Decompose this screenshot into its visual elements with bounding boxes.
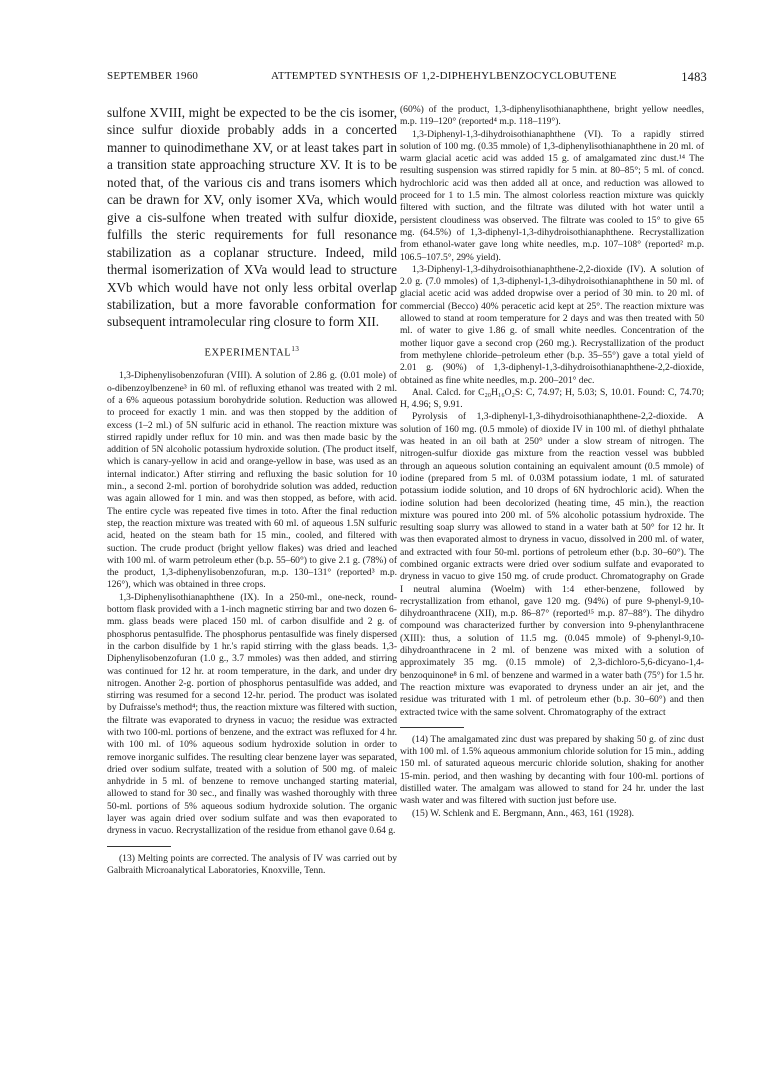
- header-title: ATTEMPTED SYNTHESIS OF 1,2-DIPHEHYLBENZOCYCLOBUTENE: [271, 70, 617, 82]
- footnote-ref: 13: [291, 344, 300, 353]
- analysis: Anal. Calcd. for C₂₀H₁₆O₂S: C, 74.97; H, 5.03; S, 10.01. Found: C, 74.70; H, 4.96; S, 9.91.: [400, 386, 704, 411]
- page-number: 1483: [681, 70, 707, 84]
- procedure-diphenylisobenzofuran: 1,3-Diphenylisobenzofuran (VIII). A solution of 2.86 g. (0.01 mole) of o-dibenzoylbenzene³ in 60 ml. of refluxing ethanol was treated with 2 ml. of a 6% aqueous potassium borohydride solution. Reduction was allowed to proceed for exactly 1 min. and was then stopped by the addition of excess (1–2 ml.) of 5N sulfuric acid in ethanol. The reaction mixture was stirred rapidly under reflux for 10 min. and was then made basic by the addition of 5N alcoholic potassium hydroxide solution. (The product itself, which is canary-yellow in acid and orange-yellow in base, was used as an internal indicator.) After stirring and refluxing the basic solution for 10 min., a second 2-ml. portion of borohydride solution was added, reduction was again allowed for 1 min. and was then stopped, as before, with acid. The entire cycle was repeated five times in toto. After the final reduction step, the reaction mixture was treated with 60 ml. of aqueous 1.5N sulfuric acid, heated on the steam bath for 15 min., cooled, and filtered with suction. The crude product (bright yellow flakes) was dried and leached with 100 ml. of warm petroleum ether (b.p. 55–60°) to give 2.1 g. (78%) of the product, 1,3-diphenylisobenzofuran, m.p. 130–131° (reported³ m.p. 126°), which was obtained in three crops.: [107, 370, 397, 591]
- footnote-divider: [400, 727, 464, 728]
- running-header: [107, 70, 707, 86]
- footnote-15: (15) W. Schlenk and E. Bergmann, Ann., 463, 161 (1928).: [412, 807, 635, 819]
- right-column: [400, 104, 704, 820]
- footnote-divider: [107, 846, 171, 847]
- procedure-dioxide: 1,3-Diphenyl-1,3-dihydroisothianaphthene-2,2-dioxide (IV). A solution of 2.0 g. (7.0 mmoles) of 1,3-diphenyl-1,3-dihydroisothianaphthene in 50 ml. of glacial acetic acid was added dropwise over a period of 30 min. to 20 ml. of commercial (Becco) 40% peracetic acid kept at 25°. The reaction mixture was allowed to stand at room temperature for 2 days and was then treated with 50 ml. of water to give 1.86 g. of small white needles. Concentration of the mother liquor gave a second crop (260 mg.). Recrystallization of the product from methylene chloride–petroleum ether (b.p. 35–55°) gave a total yield of 2.01 g. (90%) of 1,3-diphenyl-1,3-dihydroisothianaphthene-2,2-dioxide, obtained as fine white needles, m.p. 200–201° dec.: [400, 263, 704, 386]
- left-column: [107, 104, 397, 877]
- procedure-dihydroisothianaphthene: 1,3-Diphenyl-1,3-dihydroisothianaphthene (VI). To a rapidly stirred solution of 100 mg. (0.35 mmole) of 1,3-diphenylisothianaphthene in 20 ml. of warm glacial acetic acid was added 15 g. of amalgamated zinc dust.¹⁴ The resulting suspension was stirred rapidly for 5 min. at 80–85°; 5 ml. of concd. hydrochloric acid was then added all at once, and reduction was allowed to proceed for 1 to 1.5 min. The almost colorless reaction mixture was quickly filtered with suction, and the filtrate was diluted with hot water until a persistent cloudiness was observed. The filtrate was cooled to 15° to give 65 mg. (64.5%) of 1,3-diphenyl-1,3-dihydroisothianaphthene. Recrystallization from ethanol-water gave long white needles, m.p. 107–108° (reported² m.p. 106.5–107.5°, 29% yield).: [400, 128, 704, 263]
- procedure-diphenylisothianaphthene: 1,3-Diphenylisothianaphthene (IX). In a 250-ml., one-neck, round-bottom flask provided with a 1-inch magnetic stirring bar and two dozen 6-mm. glass beads were placed 150 ml. of carbon disulfide and 2 g. of phosphorus pentasulfide. The phosphorus pentasulfide was finely dispersed in the carbon disulfide by 1 hr.'s rapid stirring with the glass beads. 1,3-Diphenylisobenzofuran (1.0 g., 3.7 mmoles) was then added, and stirring was continued for 12 hr. at room temperature, in the dark, and under dry nitrogen. Another 2-g. portion of phosphorus pentasulfide was added, and stirring was resumed for a second 12-hr. period. The product was isolated by Dufraisse's method⁴; thus, the reaction mixture was filtered with suction, the filtrate was evaporated to dryness in vacuo; the residue was extracted with two 100-ml. portions of benzene, and the extract was refluxed for 4 hr. with 100 ml. of 10% aqueous sodium hydroxide solution in order to remove inorganic sulfides. The resulting clear benzene layer was separated, dried over sodium sulfate, treated with a solution of 500 mg. of maleic anhydride in 5 ml. of benzene to remove unchanged starting material, allowed to stand for 30 sec., and finally was washed thoroughly with three 50-ml. portions of 5% aqueous sodium hydroxide solution. The organic layer was again dried over sodium sulfate and was then evaporated to dryness in vacuo. Recrystallization of the residue from ethanol gave 0.64 g.: [107, 591, 397, 837]
- footnote-13: (13) Melting points are corrected. The analysis of IV was carried out by Galbraith Microanalytical Laboratories, Knoxville, Tenn.: [107, 852, 397, 876]
- discussion-paragraph: sulfone XVIII, might be expected to be the cis isomer, since sulfur dioxide probably adds in a concerted manner to quinodimethane XV, or at least takes part in a transition state approaching structure XV. It is to be noted that, of the various cis and trans isomers which can be drawn for XV, only isomer XVa, which would give a cis-sulfone when treated with sulfur dioxide, fulfills the steric requirements for full resonance stabilization as a coplanar structure. Indeed, mild thermal isomerization of XVa would lead to structure XVb which would have not only less orbital overlap stabilization, but a more favorable conformation for subsequent intramolecular ring closure to form XII.: [107, 105, 397, 330]
- section-heading-experimental: EXPERIMENTAL$^{13}$: [204, 344, 300, 359]
- header-date: SEPTEMBER 1960: [107, 70, 199, 82]
- footnote-14: (14) The amalgamated zinc dust was prepared by shaking 50 g. of zinc dust with 100 ml. of 1.5% aqueous ammonium chloride solution for 15 min., adding 150 ml. of saturated aqueous mercuric chloride solution, shaking for another 15-min. period, and then washing by decanting with four 100-ml. portions of distilled water. The amalgam was allowed to stand for 24 hr. under the last wash water and was filtered with suction just before use.: [400, 733, 704, 807]
- yield-continuation: (60%) of the product, 1,3-diphenylisothianaphthene, bright yellow needles, m.p. 119–120° (reported⁴ m.p. 118–119°).: [400, 104, 704, 128]
- procedure-pyrolysis: Pyrolysis of 1,3-diphenyl-1,3-dihydroisothianaphthene-2,2-dioxide. A solution of 160 mg. (0.5 mmole) of dioxide IV in 100 ml. of diethyl phthalate was heated in an oil bath at 250° under a slow stream of nitrogen. The nitrogen-sulfur dioxide gas mixture from the reaction vessel was bubbled through an aqueous solution containing an equivalent amount (0.5 mmole) of iodine (prepared from 5 ml. of 0.03M potassium iodate, 1 ml. of saturated potassium iodide solution, and 10 drops of 6N hydrochloric acid). When the iodine solution had been decolorized (heating time, 45 min.), the reaction mixture was poured into 200 ml. of 5% alcoholic potassium hydroxide. The resulting soap slurry was allowed to stand in a water bath at 50° for 12 hr. It was then evaporated almost to dryness in vacuo, dissolved in 200 ml. of water, and extracted with four 50-ml. portions of petroleum ether (b.p. 30–60°). The combined organic extracts were dried over sodium sulfate and evaporated to dryness in vacuo to give 150 mg. of crude product. Chromatography on Grade I neutral alumina (Woelm) with 1:4 ether-benzene, followed by recrystallization from ethanol, gave 120 mg. (94%) of pure 9-phenyl-9,10-dihydroanthracene (XII), m.p. 86–87° (reported¹⁵ m.p. 87–88°). The dihydro compound was characterized further by conversion into 9-phenylanthracene (XIII): thus, a solution of 11.5 mg. (0.045 mmole) of 9-phenyl-9,10-dihydroanthracene in 2 ml. of benzene was mixed with a solution of approximately 35 mg. (0.15 mmole) of 2,3-dichloro-5,6-dicyano-1,4-benzoquinone⁸ in 6 ml. of benzene and warmed in a water bath (75°) for 1.5 hr. The reaction mixture was evaporated to dryness under an air jet, and the residue was triturated with 1 ml. of petroleum ether (b.p. 30–60°) and then extracted twice with the same solvent. Chromatography of the extract: [400, 411, 704, 718]
